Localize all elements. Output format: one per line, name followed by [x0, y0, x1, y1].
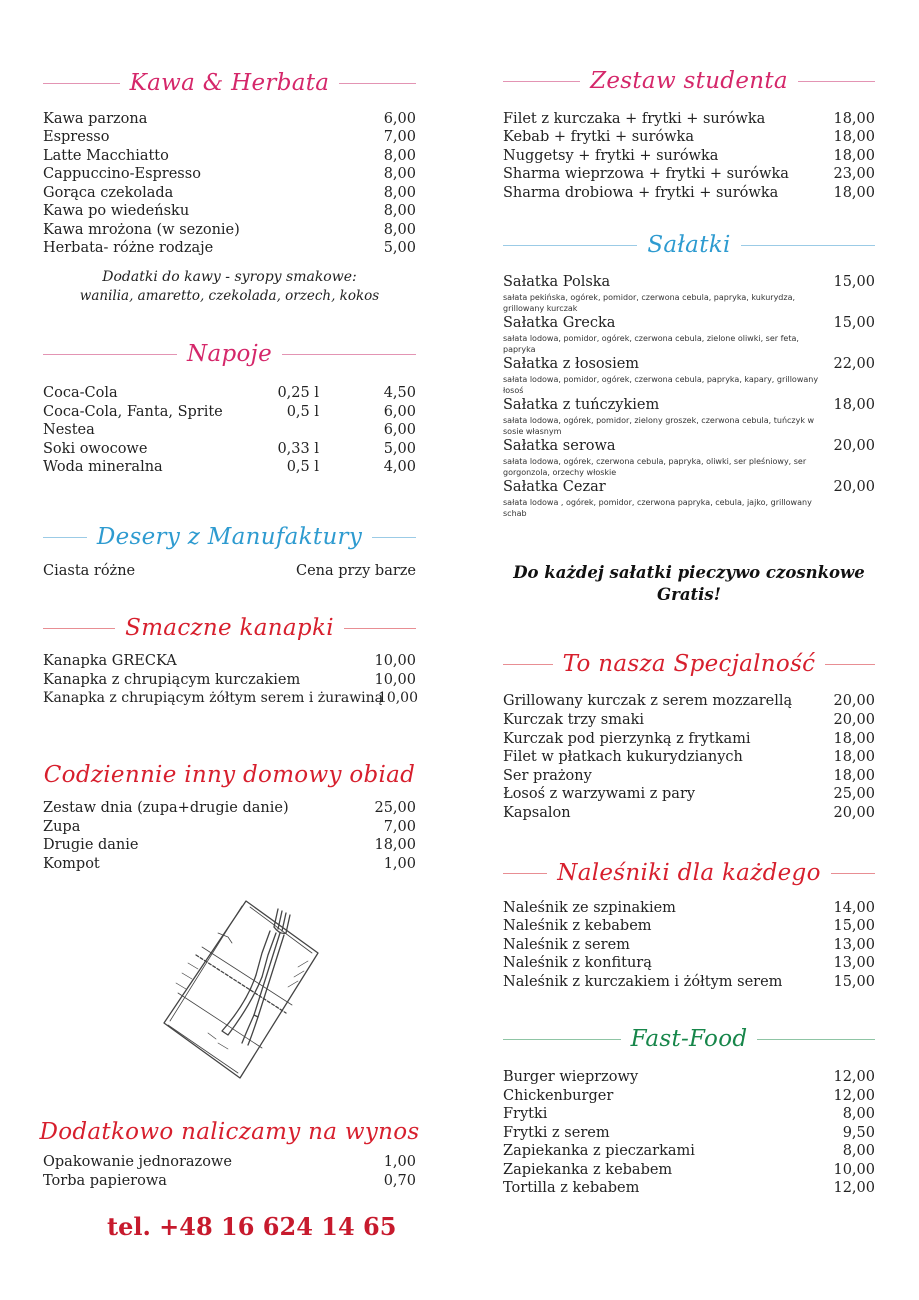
item-name: Sharma drobiowa + frytki + surówka — [503, 185, 779, 201]
divider — [43, 83, 120, 84]
desery-title: Desery z Manufaktury — [96, 524, 363, 550]
item-price: 15,00 — [833, 315, 875, 331]
item-name: Sałatka Polska — [503, 274, 611, 290]
item-price: 10,00 — [833, 1162, 875, 1178]
item-price: 23,00 — [833, 166, 875, 182]
menu-item — [43, 440, 416, 459]
menu-item — [43, 1153, 416, 1172]
item-price: 15,00 — [833, 974, 875, 990]
item-price: 18,00 — [833, 731, 875, 747]
kanapki-title: Smaczne kanapki — [125, 615, 334, 641]
item-name: Kanapka z chrupiącym żółtym serem i żurawiną — [43, 690, 384, 706]
menu-item — [503, 1105, 875, 1124]
item-price: 13,00 — [833, 937, 875, 953]
menu-item — [503, 1161, 875, 1180]
menu-item — [503, 973, 875, 992]
divider — [503, 664, 553, 665]
menu-item — [43, 671, 416, 690]
item-price: 10,00 — [374, 653, 416, 669]
menu-item — [43, 202, 416, 221]
section-title-nalesniki — [503, 858, 875, 888]
item-price: 18,00 — [833, 749, 875, 765]
item-price: 18,00 — [833, 148, 875, 164]
item-name: Kanapka z chrupiącym kurczakiem — [43, 672, 301, 688]
item-price: 20,00 — [833, 712, 875, 728]
item-name: Kurczak trzy smaki — [503, 712, 645, 728]
section-title-napoje — [43, 339, 416, 369]
item-name: Drugie danie — [43, 837, 139, 853]
item-price: 6,00 — [383, 404, 416, 420]
menu-item — [503, 730, 875, 749]
item-price: 8,00 — [383, 185, 416, 201]
item-price: 18,00 — [833, 185, 875, 201]
item-name: Burger wieprzowy — [503, 1069, 639, 1085]
menu-item — [43, 221, 416, 240]
menu-item — [503, 1142, 875, 1161]
menu-item — [503, 954, 875, 973]
item-name: Kurczak pod pierzynką z frytkami — [503, 731, 751, 747]
item-price: 6,00 — [383, 422, 416, 438]
item-name: Naleśnik z kurczakiem i żółtym serem — [503, 974, 783, 990]
item-price: 8,00 — [383, 166, 416, 182]
item-price: 4,50 — [383, 385, 416, 401]
section-title-obiad — [43, 760, 416, 790]
item-price: 18,00 — [833, 129, 875, 145]
item-description: sałata lodowa, pomidor, ogórek, czerwona cebula, zielone oliwki, ser feta, papryka — [503, 334, 799, 354]
item-name: Zestaw dnia (zupa+drugie danie) — [43, 800, 289, 816]
divider — [43, 537, 87, 538]
item-name: Sałatka z łososiem — [503, 356, 640, 372]
item-price: 18,00 — [374, 837, 416, 853]
item-name: Frytki — [503, 1106, 548, 1122]
item-price: 6,00 — [383, 111, 416, 127]
item-price: 13,00 — [833, 955, 875, 971]
divider — [503, 245, 637, 246]
item-price: 4,00 — [383, 459, 416, 475]
menu-item — [503, 1179, 875, 1198]
nalesniki-title: Naleśniki dla każdego — [557, 860, 821, 886]
left-column — [39, 0, 420, 1300]
item-price: Cena przy barze — [295, 563, 416, 579]
menu-item — [503, 147, 875, 166]
divider — [344, 628, 416, 629]
section-title-specjalnosc — [503, 649, 875, 679]
divider — [372, 537, 416, 538]
item-name: Sałatka serowa — [503, 438, 616, 454]
item-price: 8,00 — [383, 222, 416, 238]
item-name: Kanapka GRECKA — [43, 653, 177, 669]
item-price: 14,00 — [833, 900, 875, 916]
divider — [757, 1039, 875, 1040]
menu-item — [503, 692, 875, 711]
item-name: Frytki z serem — [503, 1125, 610, 1141]
item-price: 18,00 — [833, 111, 875, 127]
menu-item — [503, 804, 875, 823]
item-name: Sharma wieprzowa + frytki + surówka — [503, 166, 789, 182]
menu-item — [43, 421, 416, 440]
item-price: 20,00 — [833, 479, 875, 495]
item-name: Kawa parzona — [43, 111, 148, 127]
menu-item — [503, 748, 875, 767]
menu-item — [503, 1087, 875, 1106]
item-name: Nuggetsy + frytki + surówka — [503, 148, 719, 164]
item-price: 8,00 — [383, 148, 416, 164]
salatki-note-line1: Do każdej sałatki pieczywo czosnkowe — [513, 563, 865, 582]
menu-item — [503, 936, 875, 955]
item-name: Woda mineralna — [43, 459, 163, 475]
item-name: Naleśnik z kebabem — [503, 918, 652, 934]
item-price: 9,50 — [842, 1125, 875, 1141]
item-price: 7,00 — [383, 819, 416, 835]
item-name: Cappuccino-Espresso — [43, 166, 201, 182]
item-price: 22,00 — [833, 356, 875, 372]
napkin-fork-knife-icon — [158, 893, 323, 1083]
menu-item — [43, 184, 416, 203]
obiad-title: Codziennie inny domowy obiad — [43, 762, 416, 788]
item-name: Zapiekanka z kebabem — [503, 1162, 673, 1178]
item-name: Zapiekanka z pieczarkami — [503, 1143, 695, 1159]
menu-item — [503, 110, 875, 129]
item-name: Gorąca czekolada — [43, 185, 174, 201]
item-price: 25,00 — [833, 786, 875, 802]
item-price: 8,00 — [383, 203, 416, 219]
item-price: 8,00 — [842, 1143, 875, 1159]
item-price: 18,00 — [833, 768, 875, 784]
divider — [282, 354, 416, 355]
menu-item — [503, 711, 875, 730]
menu-item — [503, 917, 875, 936]
menu-item — [43, 818, 416, 837]
divider — [339, 83, 416, 84]
kawa-title: Kawa & Herbata — [129, 70, 330, 96]
item-price: 5,00 — [383, 240, 416, 256]
menu-item — [43, 1172, 416, 1191]
item-price: 15,00 — [833, 274, 875, 290]
menu-item — [43, 799, 416, 818]
item-name: Kompot — [43, 856, 100, 872]
item-name: Soki owocowe — [43, 441, 148, 457]
menu-item — [43, 384, 416, 403]
menu-item — [43, 147, 416, 166]
item-volume: 0,25 l — [277, 385, 319, 401]
divider — [503, 81, 580, 82]
item-name: Ciasta różne — [43, 563, 136, 579]
divider — [825, 664, 875, 665]
menu-item — [43, 855, 416, 874]
item-price: 1,00 — [383, 1154, 416, 1170]
menu-item — [43, 689, 416, 708]
item-description: sałata lodowa, pomidor, ogórek, czerwona cebula, papryka, kapary, grillowany łosoś — [503, 375, 819, 395]
item-price: 0,70 — [383, 1173, 416, 1189]
section-title-fastfood — [503, 1024, 875, 1054]
item-price: 10,00 — [374, 672, 416, 688]
kawa-note-line1: Dodatki do kawy - syropy smakowe: — [102, 269, 357, 285]
salatki-note-line2: Gratis! — [657, 585, 721, 604]
menu-item — [503, 785, 875, 804]
menu-item — [43, 562, 416, 581]
item-name: Ser prażony — [503, 768, 592, 784]
item-price: 20,00 — [833, 693, 875, 709]
menu-item — [43, 239, 416, 258]
divider — [43, 354, 177, 355]
section-title-salatki — [503, 230, 875, 260]
divider — [831, 873, 875, 874]
menu-item — [503, 128, 875, 147]
item-description: sałata lodowa, ogórek, pomidor, zielony groszek, czerwona cebula, tuńczyk w sosie własnym — [503, 416, 815, 436]
item-volume: 0,33 l — [277, 441, 319, 457]
item-price: 8,00 — [842, 1106, 875, 1122]
item-name: Kapsalon — [503, 805, 571, 821]
section-title-student — [503, 66, 875, 96]
section-title-desery — [43, 522, 416, 552]
item-name: Nestea — [43, 422, 95, 438]
item-price: 1,00 — [383, 856, 416, 872]
item-name: Chickenburger — [503, 1088, 614, 1104]
divider — [741, 245, 875, 246]
item-price: 12,00 — [833, 1180, 875, 1196]
item-price: 12,00 — [833, 1069, 875, 1085]
item-price: 7,00 — [383, 129, 416, 145]
section-title-kanapki — [43, 613, 416, 643]
specjalnosc-title: To nasza Specjalność — [562, 651, 816, 677]
item-name: Naleśnik z serem — [503, 937, 630, 953]
menu-item — [43, 403, 416, 422]
right-column — [503, 0, 875, 1300]
student-title: Zestaw studenta — [590, 68, 788, 94]
item-description: sałata lodowa, ogórek, czerwona cebula, papryka, oliwki, ser pleśniowy, ser gorgonzola, orzechy włoskie — [503, 457, 807, 477]
item-name: Torba papierowa — [43, 1173, 167, 1189]
menu-item — [503, 899, 875, 918]
item-name: Kawa po wiedeńsku — [43, 203, 190, 219]
item-name: Sałatka z tuńczykiem — [503, 397, 660, 413]
menu-item — [43, 165, 416, 184]
item-name: Zupa — [43, 819, 81, 835]
section-title-kawa — [43, 68, 416, 98]
item-name: Sałatka Cezar — [503, 479, 606, 495]
item-price: 20,00 — [833, 805, 875, 821]
menu-item — [503, 767, 875, 786]
item-price: 10,00 — [377, 690, 418, 706]
phone-number[interactable]: tel. +48 16 624 14 65 — [107, 1212, 397, 1241]
napoje-title: Napoje — [187, 341, 272, 367]
item-name: Espresso — [43, 129, 110, 145]
menu-item — [43, 652, 416, 671]
menu-item — [503, 165, 875, 184]
divider — [503, 873, 547, 874]
item-name: Coca-Cola, Fanta, Sprite — [43, 404, 223, 420]
menu-item — [503, 184, 875, 203]
item-name: Kebab + frytki + surówka — [503, 129, 694, 145]
divider — [798, 81, 875, 82]
item-name: Łosoś z warzywami z pary — [503, 786, 696, 802]
item-name: Grillowany kurczak z serem mozzarellą — [503, 693, 793, 709]
item-name: Opakowanie jednorazowe — [43, 1154, 232, 1170]
salatki-title: Sałatki — [647, 232, 731, 258]
item-name: Filet w płatkach kukurydzianych — [503, 749, 743, 765]
item-name: Coca-Cola — [43, 385, 118, 401]
item-price: 5,00 — [383, 441, 416, 457]
item-name: Filet z kurczaka + frytki + surówka — [503, 111, 766, 127]
item-price: 20,00 — [833, 438, 875, 454]
menu-item — [503, 1124, 875, 1143]
item-price: 15,00 — [833, 918, 875, 934]
menu-item — [503, 1068, 875, 1087]
section-title-wynos — [39, 1117, 420, 1147]
item-description: sałata pekińska, ogórek, pomidor, czerwona cebula, papryka, kukurydza, grillowany kurczak — [503, 293, 796, 313]
item-name: Kawa mrożona (w sezonie) — [43, 222, 240, 238]
item-name: Latte Macchiatto — [43, 148, 169, 164]
item-name: Herbata- różne rodzaje — [43, 240, 214, 256]
item-name: Tortilla z kebabem — [503, 1180, 640, 1196]
divider — [503, 1039, 621, 1040]
menu-item — [43, 128, 416, 147]
item-name: Naleśnik z konfiturą — [503, 955, 652, 971]
item-volume: 0,5 l — [286, 404, 319, 420]
wynos-title: Dodatkowo naliczamy na wynos — [39, 1119, 420, 1145]
item-price: 25,00 — [374, 800, 416, 816]
menu-item — [43, 110, 416, 129]
menu-item — [43, 458, 416, 477]
menu-item — [43, 836, 416, 855]
item-name: Naleśnik ze szpinakiem — [503, 900, 676, 916]
fastfood-title: Fast-Food — [630, 1026, 748, 1052]
item-name: Sałatka Grecka — [503, 315, 616, 331]
divider — [43, 628, 115, 629]
item-price: 12,00 — [833, 1088, 875, 1104]
item-description: sałata lodowa , ogórek, pomidor, czerwona papryka, cebula, jajko, grillowany schab — [503, 498, 812, 518]
item-price: 18,00 — [833, 397, 875, 413]
item-volume: 0,5 l — [286, 459, 319, 475]
kawa-note-line2: wanilia, amaretto, czekolada, orzech, kokos — [79, 288, 380, 304]
